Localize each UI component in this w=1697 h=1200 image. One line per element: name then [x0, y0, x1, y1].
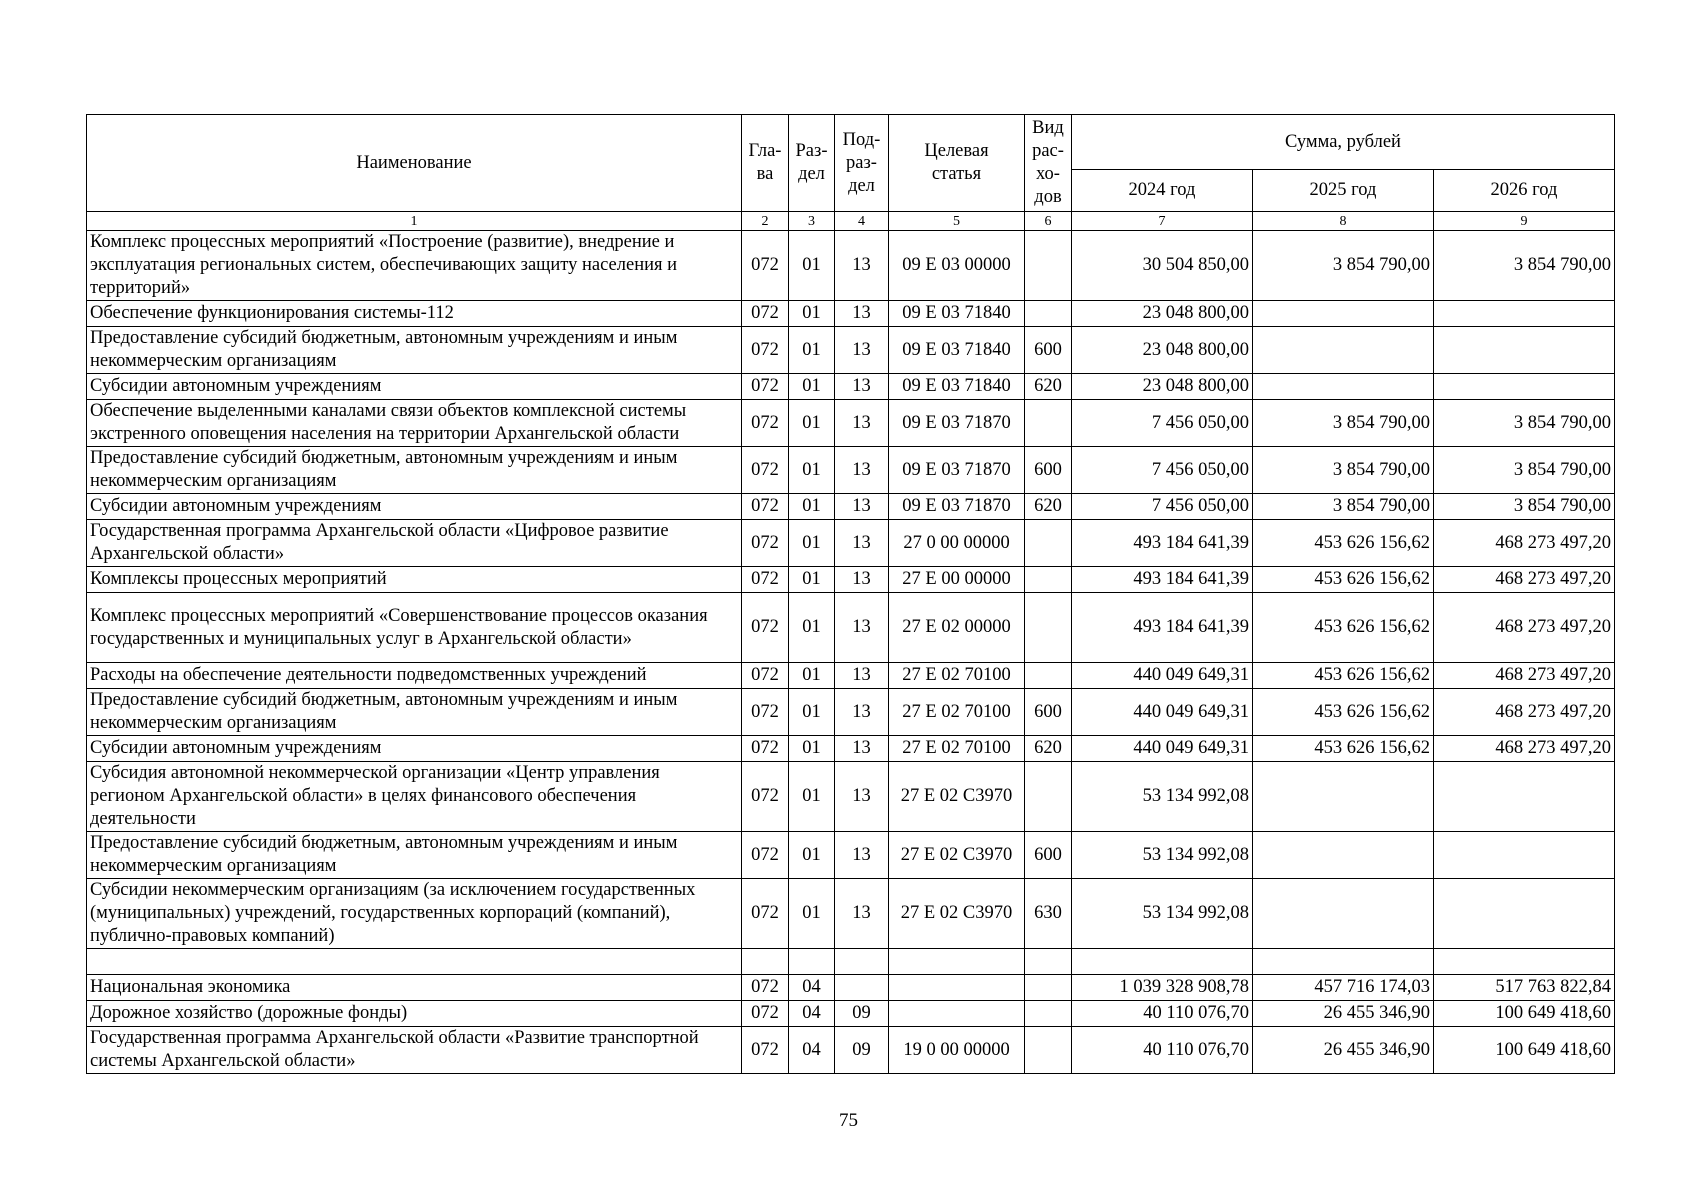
- row-name: Предоставление субсидий бюджетным, автономным учреждениям и иным некоммерческим организациям: [87, 447, 742, 494]
- row-razdel: 04: [789, 975, 835, 1001]
- table-row: [87, 520, 1615, 567]
- row-sum-2026: 3 854 790,00: [1434, 447, 1615, 494]
- row-celevaya-statya: 09 Е 03 71840: [889, 374, 1025, 400]
- row-sum-2025: 26 455 346,90: [1253, 1001, 1434, 1027]
- table-row: [87, 1027, 1615, 1074]
- header-summa: Сумма, рублей: [1072, 115, 1615, 170]
- row-celevaya-statya: 09 Е 03 71870: [889, 400, 1025, 447]
- row-celevaya-statya: 27 0 00 00000: [889, 520, 1025, 567]
- column-number: 7: [1072, 212, 1253, 231]
- row-sum-2024: 53 134 992,08: [1072, 879, 1253, 949]
- row-glava: 072: [742, 1001, 789, 1027]
- row-sum-2025: [1253, 301, 1434, 327]
- row-sum-2024: 7 456 050,00: [1072, 400, 1253, 447]
- row-razdel: 01: [789, 447, 835, 494]
- budget-table: [86, 114, 1615, 1074]
- row-podrazdel: 09: [835, 1001, 889, 1027]
- row-sum-2024: 493 184 641,39: [1072, 593, 1253, 663]
- table-row: [87, 949, 1615, 975]
- row-sum-2026: 3 854 790,00: [1434, 400, 1615, 447]
- row-sum-2025: [1253, 832, 1434, 879]
- row-vid-rashodov: [1025, 1001, 1072, 1027]
- row-vid-rashodov: 600: [1025, 447, 1072, 494]
- table-row: [87, 1001, 1615, 1027]
- header-razdel: Раз- дел: [789, 115, 835, 212]
- row-podrazdel: 13: [835, 879, 889, 949]
- row-vid-rashodov: [1025, 231, 1072, 301]
- row-sum-2026: 468 273 497,20: [1434, 736, 1615, 762]
- row-razdel: 01: [789, 593, 835, 663]
- header-podrazdel: Под- раз- дел: [835, 115, 889, 212]
- row-sum-2025: 453 626 156,62: [1253, 736, 1434, 762]
- row-podrazdel: 13: [835, 447, 889, 494]
- column-number-row: [87, 212, 1615, 231]
- table-row: [87, 879, 1615, 949]
- row-sum-2024: 493 184 641,39: [1072, 520, 1253, 567]
- header-name: Наименование: [87, 115, 742, 212]
- row-celevaya-statya: 27 Е 02 70100: [889, 689, 1025, 736]
- row-name: Комплекс процессных мероприятий «Построение (развитие), внедрение и эксплуатация региональных систем, обеспечивающих защиту населения и территорий»: [87, 231, 742, 301]
- row-sum-2024: 1 039 328 908,78: [1072, 975, 1253, 1001]
- column-number: 9: [1434, 212, 1615, 231]
- row-glava: 072: [742, 374, 789, 400]
- row-celevaya-statya: 27 Е 02 С3970: [889, 879, 1025, 949]
- row-name: Дорожное хозяйство (дорожные фонды): [87, 1001, 742, 1027]
- row-sum-2025: [1253, 762, 1434, 832]
- row-podrazdel: 13: [835, 689, 889, 736]
- row-sum-2025: 26 455 346,90: [1253, 1027, 1434, 1074]
- row-sum-2025: 453 626 156,62: [1253, 520, 1434, 567]
- row-name: Национальная экономика: [87, 975, 742, 1001]
- row-name: Комплекс процессных мероприятий «Совершенствование процессов оказания государственных и муниципальных услуг в Архангельской области»: [87, 593, 742, 663]
- row-razdel: 04: [789, 1027, 835, 1074]
- row-vid-rashodov: 600: [1025, 689, 1072, 736]
- row-celevaya-statya: 09 Е 03 71840: [889, 301, 1025, 327]
- column-number: 8: [1253, 212, 1434, 231]
- row-name: Предоставление субсидий бюджетным, автономным учреждениям и иным некоммерческим организациям: [87, 832, 742, 879]
- header-vid-rashodov: Вид рас- хо- дов: [1025, 115, 1072, 212]
- column-number: 3: [789, 212, 835, 231]
- header-year-2024: 2024 год: [1072, 170, 1253, 212]
- row-sum-2026: 468 273 497,20: [1434, 593, 1615, 663]
- row-sum-2024: 40 110 076,70: [1072, 1027, 1253, 1074]
- row-razdel: 01: [789, 400, 835, 447]
- row-celevaya-statya: 09 Е 03 71870: [889, 494, 1025, 520]
- row-razdel: [789, 949, 835, 975]
- row-sum-2024: 493 184 641,39: [1072, 567, 1253, 593]
- row-name: Субсидии автономным учреждениям: [87, 374, 742, 400]
- row-podrazdel: 13: [835, 327, 889, 374]
- column-number: 6: [1025, 212, 1072, 231]
- table-row: [87, 447, 1615, 494]
- row-podrazdel: 13: [835, 374, 889, 400]
- row-sum-2024: 53 134 992,08: [1072, 832, 1253, 879]
- row-vid-rashodov: [1025, 593, 1072, 663]
- row-glava: 072: [742, 327, 789, 374]
- row-podrazdel: 13: [835, 663, 889, 689]
- row-celevaya-statya: 09 Е 03 71870: [889, 447, 1025, 494]
- row-razdel: 01: [789, 520, 835, 567]
- row-podrazdel: [835, 975, 889, 1001]
- table-row: [87, 593, 1615, 663]
- page-number: 75: [839, 1110, 858, 1131]
- row-sum-2026: [1434, 374, 1615, 400]
- row-name: Предоставление субсидий бюджетным, автономным учреждениям и иным некоммерческим организациям: [87, 689, 742, 736]
- row-sum-2024: 40 110 076,70: [1072, 1001, 1253, 1027]
- row-sum-2025: 3 854 790,00: [1253, 494, 1434, 520]
- row-razdel: 01: [789, 832, 835, 879]
- row-name: Обеспечение функционирования системы-112: [87, 301, 742, 327]
- row-vid-rashodov: 630: [1025, 879, 1072, 949]
- row-podrazdel: [835, 949, 889, 975]
- table-row: [87, 301, 1615, 327]
- row-sum-2025: [1253, 879, 1434, 949]
- table-row: [87, 762, 1615, 832]
- row-name: Субсидия автономной некоммерческой организации «Центр управления регионом Архангельской области» в целях финансового обеспечения деятельности: [87, 762, 742, 832]
- row-sum-2026: 517 763 822,84: [1434, 975, 1615, 1001]
- row-razdel: 01: [789, 301, 835, 327]
- row-vid-rashodov: [1025, 975, 1072, 1001]
- row-sum-2024: 440 049 649,31: [1072, 663, 1253, 689]
- row-glava: 072: [742, 301, 789, 327]
- row-name: Субсидии автономным учреждениям: [87, 736, 742, 762]
- row-sum-2025: 3 854 790,00: [1253, 400, 1434, 447]
- row-name: Государственная программа Архангельской области «Развитие транспортной системы Архангельской области»: [87, 1027, 742, 1074]
- header-celevaya-statya: Целевая статья: [889, 115, 1025, 212]
- row-sum-2026: 100 649 418,60: [1434, 1001, 1615, 1027]
- row-sum-2025: 453 626 156,62: [1253, 593, 1434, 663]
- table-row: [87, 832, 1615, 879]
- row-glava: 072: [742, 593, 789, 663]
- table-row: [87, 327, 1615, 374]
- row-vid-rashodov: 620: [1025, 494, 1072, 520]
- row-sum-2026: [1434, 832, 1615, 879]
- row-sum-2024: 440 049 649,31: [1072, 689, 1253, 736]
- row-sum-2025: 453 626 156,62: [1253, 663, 1434, 689]
- row-vid-rashodov: 600: [1025, 327, 1072, 374]
- row-sum-2025: 3 854 790,00: [1253, 231, 1434, 301]
- row-name: Комплексы процессных мероприятий: [87, 567, 742, 593]
- row-celevaya-statya: 27 Е 02 С3970: [889, 832, 1025, 879]
- row-podrazdel: 13: [835, 832, 889, 879]
- row-sum-2024: 53 134 992,08: [1072, 762, 1253, 832]
- row-podrazdel: 13: [835, 567, 889, 593]
- header-year-2025: 2025 год: [1253, 170, 1434, 212]
- row-vid-rashodov: [1025, 301, 1072, 327]
- row-razdel: 01: [789, 736, 835, 762]
- row-glava: 072: [742, 1027, 789, 1074]
- row-glava: 072: [742, 736, 789, 762]
- row-celevaya-statya: 09 Е 03 00000: [889, 231, 1025, 301]
- row-sum-2025: 453 626 156,62: [1253, 567, 1434, 593]
- row-sum-2026: 100 649 418,60: [1434, 1027, 1615, 1074]
- row-razdel: 01: [789, 689, 835, 736]
- row-sum-2024: 7 456 050,00: [1072, 447, 1253, 494]
- row-vid-rashodov: [1025, 663, 1072, 689]
- row-name: Предоставление субсидий бюджетным, автономным учреждениям и иным некоммерческим организациям: [87, 327, 742, 374]
- row-sum-2024: [1072, 949, 1253, 975]
- row-glava: 072: [742, 400, 789, 447]
- row-glava: 072: [742, 832, 789, 879]
- row-glava: 072: [742, 689, 789, 736]
- row-sum-2024: 440 049 649,31: [1072, 736, 1253, 762]
- row-celevaya-statya: 27 Е 00 00000: [889, 567, 1025, 593]
- row-sum-2024: 23 048 800,00: [1072, 301, 1253, 327]
- column-number: 1: [87, 212, 742, 231]
- row-razdel: 01: [789, 374, 835, 400]
- row-sum-2026: 468 273 497,20: [1434, 567, 1615, 593]
- row-vid-rashodov: 600: [1025, 832, 1072, 879]
- row-sum-2026: [1434, 301, 1615, 327]
- row-podrazdel: 13: [835, 301, 889, 327]
- row-razdel: 01: [789, 879, 835, 949]
- row-celevaya-statya: 27 Е 02 70100: [889, 736, 1025, 762]
- row-glava: 072: [742, 494, 789, 520]
- row-celevaya-statya: 19 0 00 00000: [889, 1027, 1025, 1074]
- row-celevaya-statya: [889, 975, 1025, 1001]
- table-row: [87, 736, 1615, 762]
- row-vid-rashodov: 620: [1025, 374, 1072, 400]
- row-sum-2025: [1253, 949, 1434, 975]
- row-name: Обеспечение выделенными каналами связи объектов комплексной системы экстренного оповещения населения на территории Архангельской области: [87, 400, 742, 447]
- row-vid-rashodov: [1025, 567, 1072, 593]
- row-podrazdel: 09: [835, 1027, 889, 1074]
- row-sum-2024: 7 456 050,00: [1072, 494, 1253, 520]
- row-vid-rashodov: [1025, 949, 1072, 975]
- table-row: [87, 567, 1615, 593]
- header-year-2026: 2026 год: [1434, 170, 1615, 212]
- row-name: Государственная программа Архангельской области «Цифровое развитие Архангельской области»: [87, 520, 742, 567]
- row-sum-2024: 23 048 800,00: [1072, 374, 1253, 400]
- row-podrazdel: 13: [835, 231, 889, 301]
- row-razdel: 01: [789, 231, 835, 301]
- row-celevaya-statya: 27 Е 02 С3970: [889, 762, 1025, 832]
- row-vid-rashodov: 620: [1025, 736, 1072, 762]
- row-podrazdel: 13: [835, 494, 889, 520]
- row-glava: 072: [742, 447, 789, 494]
- row-glava: 072: [742, 975, 789, 1001]
- row-sum-2026: [1434, 879, 1615, 949]
- row-sum-2025: 3 854 790,00: [1253, 447, 1434, 494]
- row-sum-2025: [1253, 374, 1434, 400]
- row-sum-2025: [1253, 327, 1434, 374]
- row-podrazdel: 13: [835, 762, 889, 832]
- table-row: [87, 231, 1615, 301]
- row-name: Субсидии некоммерческим организациям (за исключением государственных (муниципальных) учреждений, государственных корпораций (компаний), публично-правовых компаний): [87, 879, 742, 949]
- row-name: Субсидии автономным учреждениям: [87, 494, 742, 520]
- row-sum-2025: 457 716 174,03: [1253, 975, 1434, 1001]
- row-razdel: 04: [789, 1001, 835, 1027]
- row-glava: 072: [742, 879, 789, 949]
- row-razdel: 01: [789, 494, 835, 520]
- row-sum-2026: 468 273 497,20: [1434, 663, 1615, 689]
- row-sum-2026: 3 854 790,00: [1434, 494, 1615, 520]
- row-sum-2026: 468 273 497,20: [1434, 520, 1615, 567]
- row-sum-2026: 3 854 790,00: [1434, 231, 1615, 301]
- row-name: Расходы на обеспечение деятельности подведомственных учреждений: [87, 663, 742, 689]
- row-celevaya-statya: [889, 949, 1025, 975]
- row-sum-2025: 453 626 156,62: [1253, 689, 1434, 736]
- column-number: 2: [742, 212, 789, 231]
- row-celevaya-statya: 27 Е 02 00000: [889, 593, 1025, 663]
- row-glava: 072: [742, 520, 789, 567]
- table-row: [87, 400, 1615, 447]
- row-celevaya-statya: 27 Е 02 70100: [889, 663, 1025, 689]
- header-glava: Гла- ва: [742, 115, 789, 212]
- row-podrazdel: 13: [835, 736, 889, 762]
- row-vid-rashodov: [1025, 400, 1072, 447]
- table-row: [87, 975, 1615, 1001]
- row-sum-2024: 23 048 800,00: [1072, 327, 1253, 374]
- row-razdel: 01: [789, 762, 835, 832]
- row-celevaya-statya: [889, 1001, 1025, 1027]
- row-glava: 072: [742, 762, 789, 832]
- row-vid-rashodov: [1025, 762, 1072, 832]
- row-vid-rashodov: [1025, 520, 1072, 567]
- column-number: 5: [889, 212, 1025, 231]
- table-row: [87, 374, 1615, 400]
- row-podrazdel: 13: [835, 400, 889, 447]
- row-glava: 072: [742, 663, 789, 689]
- row-glava: 072: [742, 231, 789, 301]
- row-razdel: 01: [789, 327, 835, 374]
- table-row: [87, 494, 1615, 520]
- row-sum-2026: [1434, 762, 1615, 832]
- row-sum-2026: [1434, 949, 1615, 975]
- row-razdel: 01: [789, 567, 835, 593]
- row-podrazdel: 13: [835, 520, 889, 567]
- table-row: [87, 689, 1615, 736]
- row-sum-2024: 30 504 850,00: [1072, 231, 1253, 301]
- row-glava: [742, 949, 789, 975]
- row-podrazdel: 13: [835, 593, 889, 663]
- row-celevaya-statya: 09 Е 03 71840: [889, 327, 1025, 374]
- row-sum-2026: [1434, 327, 1615, 374]
- table-row: [87, 663, 1615, 689]
- row-vid-rashodov: [1025, 1027, 1072, 1074]
- row-sum-2026: 468 273 497,20: [1434, 689, 1615, 736]
- row-name: [87, 949, 742, 975]
- column-number: 4: [835, 212, 889, 231]
- row-razdel: 01: [789, 663, 835, 689]
- row-glava: 072: [742, 567, 789, 593]
